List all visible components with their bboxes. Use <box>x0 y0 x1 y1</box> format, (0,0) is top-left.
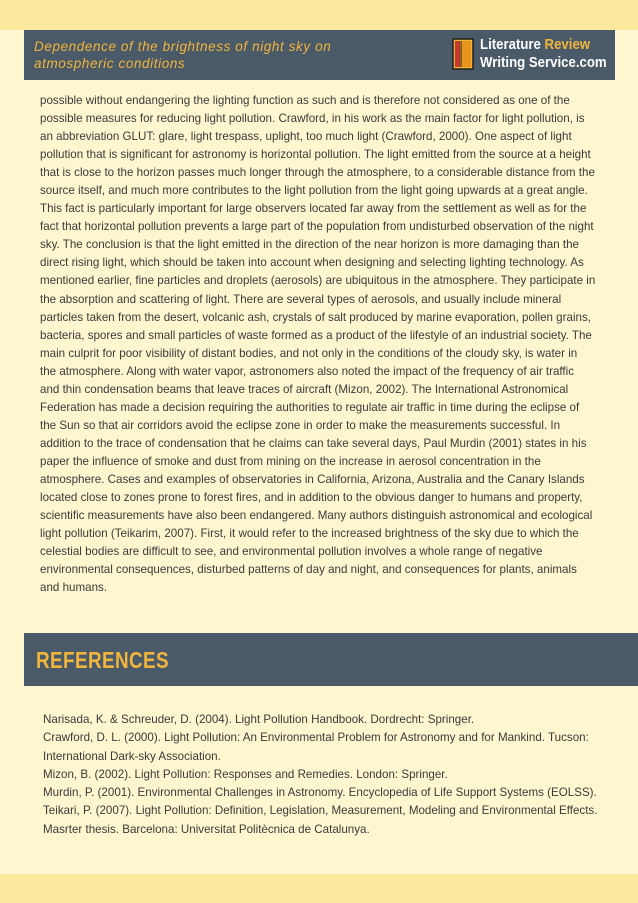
logo-word-literature: Literature <box>480 36 545 53</box>
body-paragraph: possible without endangering the lighting function as such and is therefore not considered as one of the possible measures for reducing light pollution. Crawford, in his work as the main factor for light pollution, is an abbreviation GLUT: glare, light trespass, uplight, too much light (Crawford, 2000). One aspect of light pollution that is significant for astronomy is horizontal pollution. The light emitted from the source at a height that is close to the horizon passes much longer through the atmosphere, to a considerable distance from the source itself, and much more contributes to the light pollution from the light going upwards at a great angle. This fact is particularly important for large observers located far away from the settlement as well as for the fact that horizontal pollution prevents a large part of the population from undisturbed observation of the night sky. The conclusion is that the light emitted in the direction of the near horizon is more damaging than the direct rising light, which should be taken into account when designing and selecting lighting technology. As mentioned earlier, fine particles and droplets (aerosols) are ubiquitous in the atmosphere. They participate in the absorption and scattering of light. There are several types of aerosols, and usually include mineral particles taken from the desert, volcanic ash, crystals of salt produced by marine evaporation, pollen grains, bacteria, spores and small particles of waste formed as a product of the lifestyle of an industrial society. The main culprit for poor visibility of distant bodies, and not only in the conditions of the cloudy sky, is water in the atmosphere. Along with water vapor, astronomers also noted the impact of the frequency of air traffic and thin condensation beams that leave traces of aircraft (Mizon, 2002). The International Astronomical Federation has made a decision requiring the authorities to regulate air traffic in time during the eclipse of the Sun so that air corridors avoid the eclipse zone in order to make the measurements successful. In addition to the trace of condensation that he claims can take several days, Paul Murdin (2001) states in his paper the influence of smoke and dust from mining on the increase in aerosol concentration in the atmosphere. Cases and examples of observatories in California, Arizona, Australia and the Canary Islands located close to zones prone to forest fires, and in addition to the obvious danger to humans and property, scientific measurements have also been endangered. Many authors distinguish astronomical and ecological light pollution (Teikarim, 2007). First, it would refer to the increased brightness of the sky due to which the celestial bodies are difficult to see, and environmental pollution involves a whole range of negative environmental consequences, disturbed patterns of day and night, and consequences for plants, animals and humans. <box>40 94 596 595</box>
references-list <box>43 711 603 839</box>
logo-line-2: Writing Service.com <box>480 54 607 71</box>
logo-text <box>480 36 607 72</box>
logo <box>452 36 612 74</box>
references-heading: REFERENCES <box>36 647 170 673</box>
reference-item: Narisada, K. & Schreuder, D. (2004). Light Pollution Handbook. Dordrecht: Springer. <box>43 713 475 726</box>
page-title: Dependence of the brightness of night sky on atmospheric conditions <box>34 39 332 71</box>
reference-item: Teikari, P. (2007). Light Pollution: Definition, Legislation, Measurement, Modeling and Environmental Effects. Masrter thesis. Barcelona: Universitat Politècnica de Catalunya. <box>43 804 598 836</box>
book-icon <box>452 38 474 70</box>
reference-item: Mizon, B. (2002). Light Pollution: Responses and Remedies. London: Springer. <box>43 767 448 781</box>
references-band <box>24 633 638 686</box>
top-frame <box>0 0 638 30</box>
bottom-frame <box>0 874 638 903</box>
reference-item: Crawford, D. L. (2000). Light Pollution: An Environmental Problem for Astronomy and for Mankind. Tucson: International Dark-sky Association. <box>43 731 589 763</box>
reference-item: Murdin, P. (2001). Environmental Challenges in Astronomy. Encyclopedia of Life Support Systems (EOLSS). <box>43 786 597 800</box>
header-band <box>24 30 615 80</box>
logo-word-review: Review <box>544 36 591 53</box>
